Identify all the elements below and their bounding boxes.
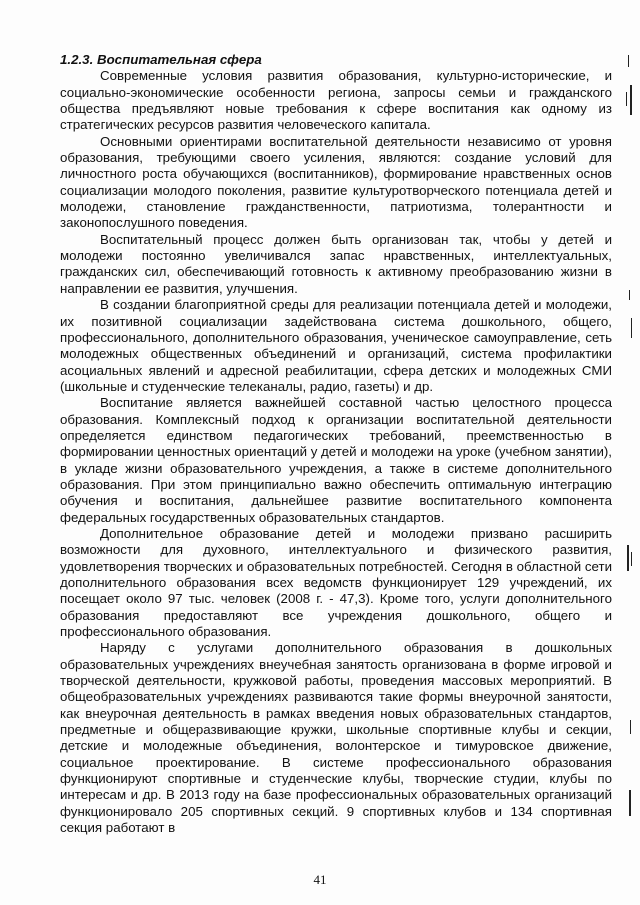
scan-artifact xyxy=(629,290,630,300)
paragraph-1: Современные условия развития образования, культурно-исторические, и социально-экономические особенности региона, запросы семьи и гражданского общества предъявляют новые требования к сфере воспитания как одному из стратегических ресурсов развития человеческого капитала. xyxy=(60,68,612,133)
paragraph-2: Основными ориентирами воспитательной деятельности независимо от уровня образования, требующими своего усиления, являются: создание условий для личностного роста обучающихся (воспитанников), формирование нравственных основ социализации молодого поколения, развитие культуротворческого потенциала детей и молодежи, становление гражданственности, патриотизма, толерантности и законопослушного поведения. xyxy=(60,133,612,231)
scan-artifact xyxy=(627,545,629,571)
scan-artifact xyxy=(626,92,627,106)
scan-artifact xyxy=(631,552,632,566)
paragraph-5: Воспитание является важнейшей составной частью целостного процесса образования. Комплексный подход к организации воспитательной деятельности определяется единством педагогических требований, преемственностью в формировании ценностных ориентаций у детей и молодежи на уроке (учебном занятии), в укладе жизни образовательного учреждения, а также в системе дополнительного образования. При этом принципиально важно обеспечить оптимальную интеграцию обучения и воспитания, дальнейшее развитие воспитательного компонента федеральных государственных образовательных стандартов. xyxy=(60,395,612,525)
scan-artifact xyxy=(631,318,632,338)
paragraph-6: Дополнительное образование детей и молодежи призвано расширить возможности для духовного, интеллектуального и физического развития, удовлетворения творческих и образовательных потребностей. Сегодня в областной сети дополнительного образования всех ведомств функционирует 129 учреждений, их посещает около 97 тыс. человек (2008 г. - 47,3). Кроме того, услуги дополнительного образования предоставляют все учреждения дошкольного, общего и профессионального образования. xyxy=(60,525,612,640)
paragraph-4: В создании благоприятной среды для реализации потенциала детей и молодежи, их позитивной социализации задействована система дошкольного, общего, профессионального, дополнительного образования, ученическое самоуправление, сеть молодежных общественных объединений и организаций, система профилактики асоциальных явлений и адресной реабилитации, сфера детских и молодежных СМИ (школьные и студенческие телеканалы, радио, газеты) и др. xyxy=(60,297,612,394)
scan-artifact xyxy=(629,790,631,816)
text-column xyxy=(60,52,612,837)
scan-artifact xyxy=(630,85,632,115)
page-number: 41 xyxy=(313,872,327,887)
paragraph-3: Воспитательный процесс должен быть организован так, чтобы у детей и молодежи постоянно увеличивался запас нравственных, интеллектуальных, гражданских сил, обеспечивающий готовность к активному преобразованию жизни в направлении ее развития, улучшения. xyxy=(60,231,612,296)
scan-artifact xyxy=(630,720,631,734)
paragraph-7: Наряду с услугами дополнительного образования в дошкольных образовательных учреждениях внеучебная занятость организована в форме игровой и творческой деятельности, кружковой работы, проведения массовых мероприятий. В общеобразовательных учреждениях развиваются такие формы внеурочной занятости, как внеурочная деятельность в рамках введения новых образовательных стандартов, предметные и общеразвивающие кружки, школьные спортивные клубы и секции, детские и молодежные объединения, волонтерское и тимуровское движение, социальное проектирование. В системе профессионального образования функционируют спортивные и студенческие клубы, творческие студии, клубы по интересам и др. В 2013 году на базе профессиональных образовательных организаций функционировало 205 спортивных секций. 9 спортивных клубов и 134 спортивная секция работают в xyxy=(60,640,612,836)
scan-artifact xyxy=(628,55,629,67)
section-heading: 1.2.3. Воспитательная сфера xyxy=(60,52,262,67)
